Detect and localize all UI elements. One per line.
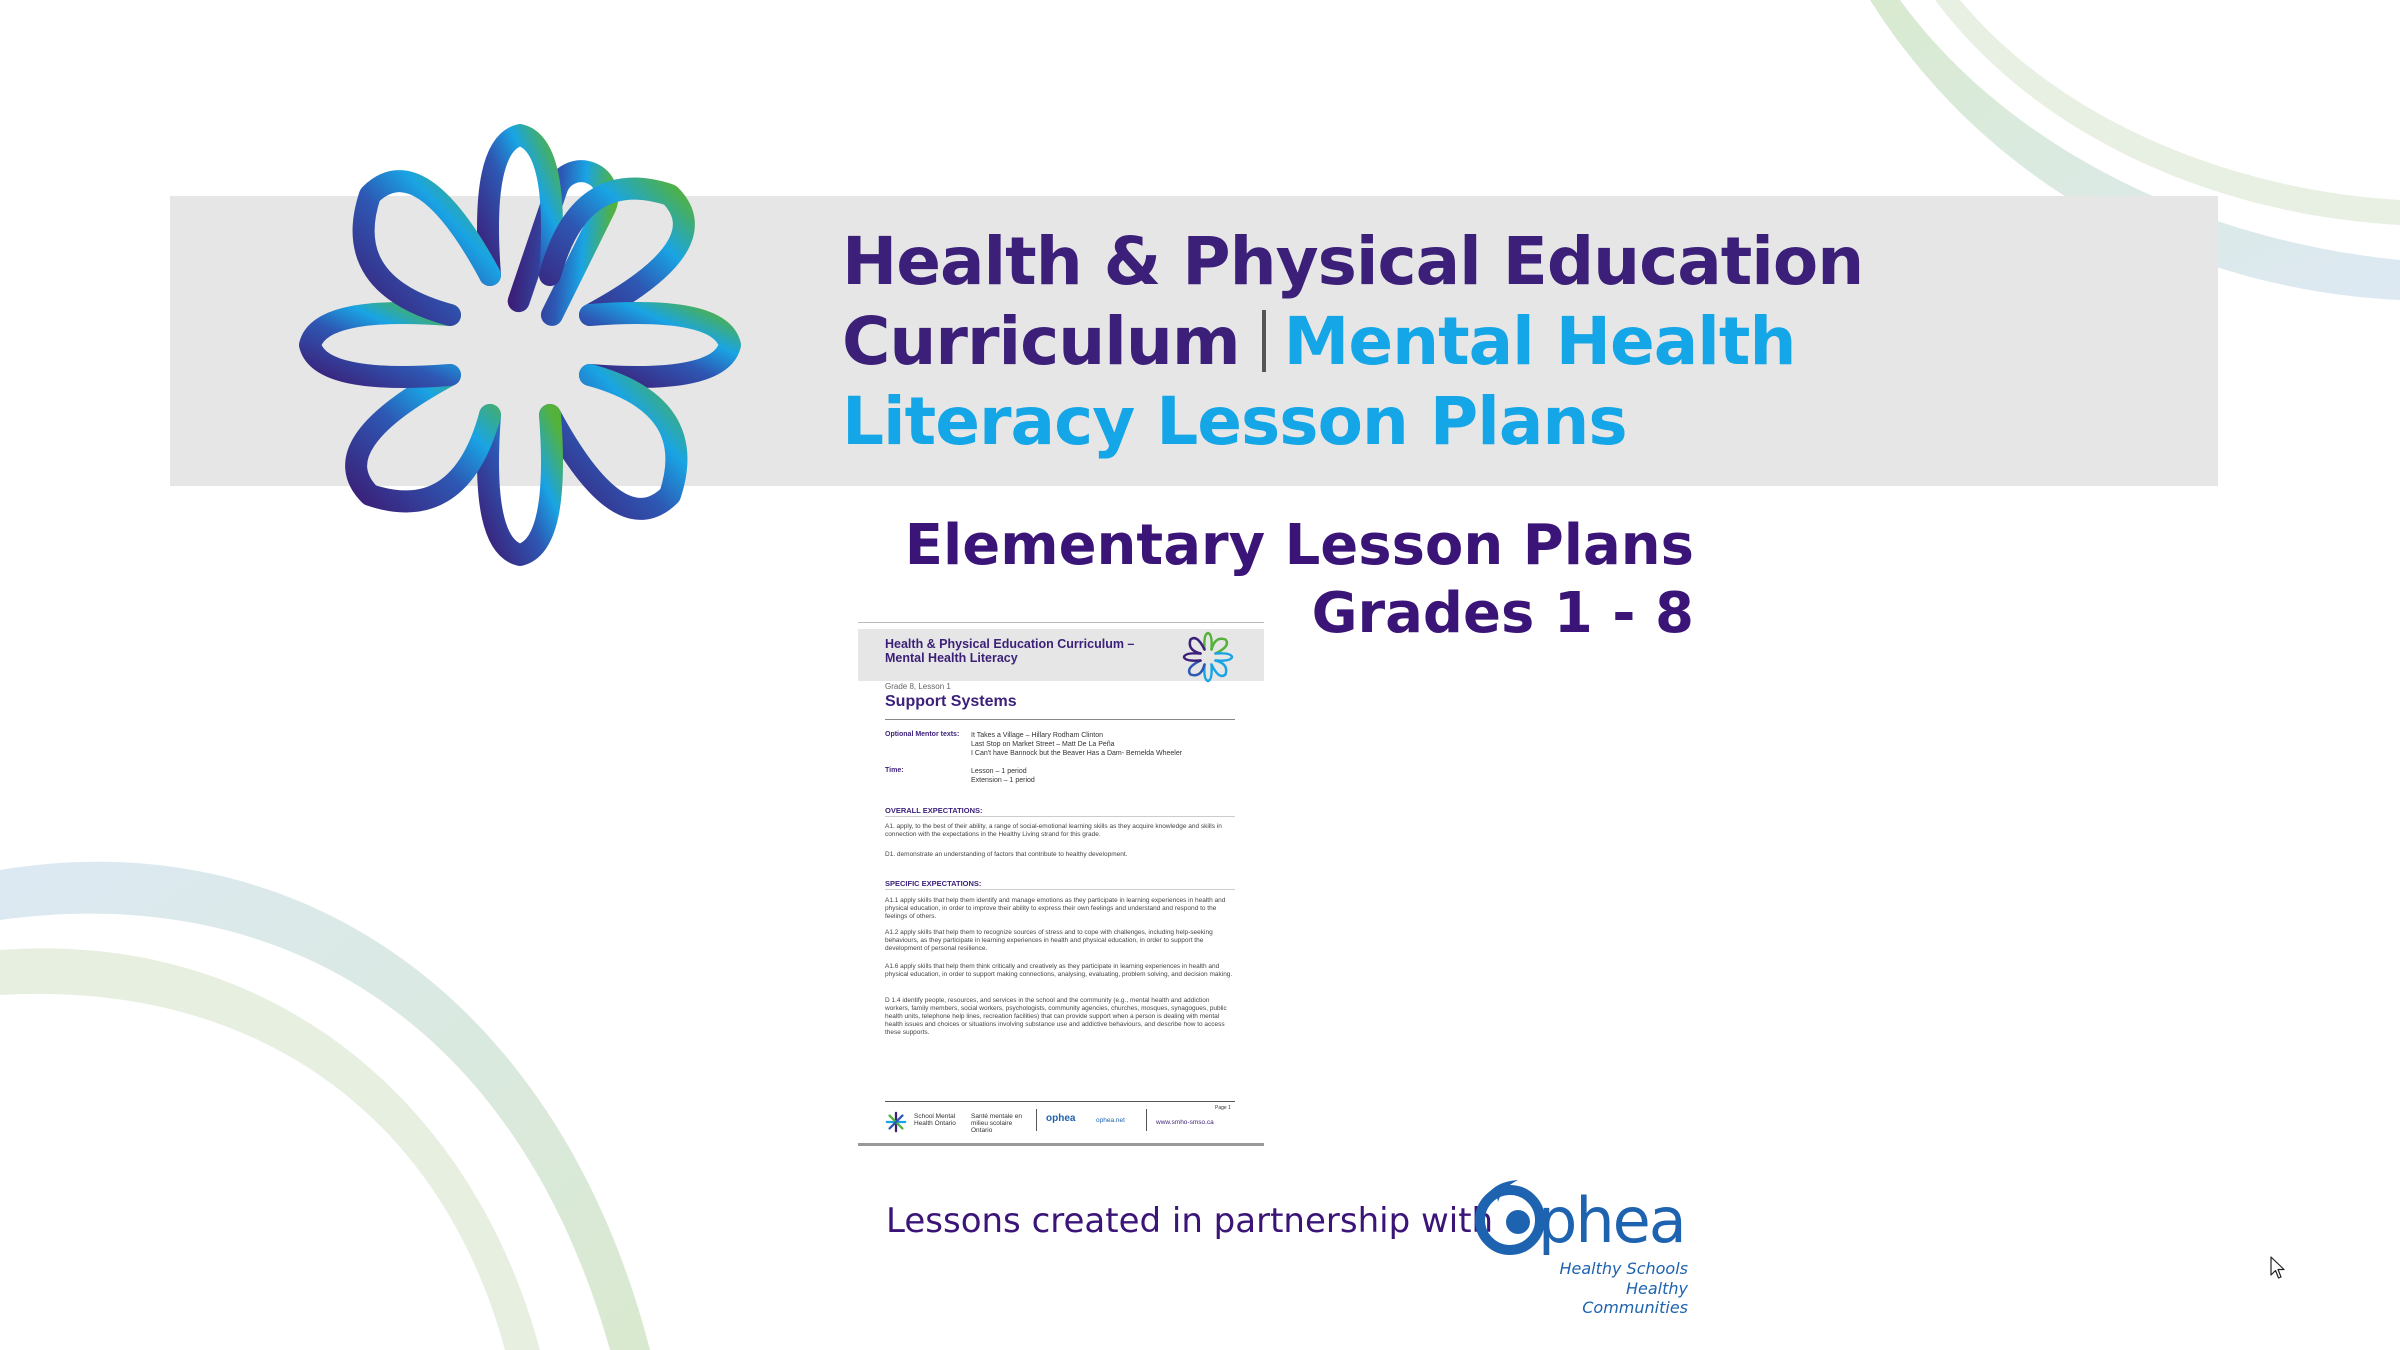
preview-topic: Support Systems	[885, 693, 1017, 710]
smho-flower-logo	[250, 90, 790, 600]
lesson-plan-preview	[858, 622, 1264, 1146]
preview-footer-ophea: ophea	[1046, 1113, 1076, 1124]
title-separator	[1262, 310, 1266, 372]
title-line-1: Health & Physical Education	[842, 223, 1864, 300]
preview-specific-item: A1.1 apply skills that help them identify and manage emotions as they participate in learning experiences in health and physical education, in order to improve their ability to express their own feelings and understand and respond to the feelings of others.	[885, 897, 1226, 920]
preview-header-line-2: Mental Health Literacy	[885, 651, 1018, 665]
mouse-cursor-icon	[2270, 1256, 2286, 1280]
ophea-tagline-2: Healthy Communities	[1582, 1279, 1688, 1317]
subtitle-line-1: Elementary Lesson Plans	[904, 513, 1694, 578]
subtitle-line-2: Grades 1 - 8	[1311, 581, 1694, 646]
preview-mentor-label: Optional Mentor texts:	[885, 731, 960, 738]
title-line-2a: Curriculum	[842, 303, 1240, 380]
ophea-tagline-1: Healthy Schools	[1559, 1259, 1688, 1278]
preview-footer-page: Page 1	[1215, 1105, 1231, 1111]
preview-footer-rule	[885, 1101, 1235, 1102]
preview-mentor-text-3: I Can't have Bannock but the Beaver Has a Dam- Bernelda Wheeler	[971, 750, 1183, 757]
preview-mentor-text-2: Last Stop on Market Street – Matt De La Peña	[971, 741, 1115, 748]
preview-footer-smho-url: www.smho-smso.ca	[1156, 1119, 1214, 1126]
preview-grade-lesson: Grade 8, Lesson 1	[885, 682, 951, 691]
preview-divider	[885, 719, 1235, 720]
preview-specific-item: A1.2 apply skills that help them to recognize sources of stress and to cope with challenges, including help-seeking behaviours, as they participate in learning experiences in health and physical education, in order to support the development of personal resilience.	[885, 929, 1213, 952]
banner-title	[842, 222, 1863, 462]
preview-divider	[885, 889, 1235, 890]
preview-footer-separator	[1036, 1109, 1037, 1131]
preview-footer-separator	[1146, 1109, 1147, 1131]
preview-specific-item: A1.6 apply skills that help them think critically and creatively as they participate in learning experiences in health and physical education, in order to support making connections, analysing, evaluating, problem solving, and decision making.	[885, 963, 1233, 978]
preview-header-line-1: Health & Physical Education Curriculum –	[885, 637, 1135, 651]
preview-overall-heading: OVERALL EXPECTATIONS:	[885, 806, 983, 815]
preview-time-value-2: Extension – 1 period	[971, 777, 1035, 784]
preview-overall-item: A1. apply, to the best of their ability, a range of social-emotional learning skills as they acquire knowledge and skills in connection with the expectations in the Healthy Living strand for this grade.	[885, 823, 1222, 838]
preview-footer-smho: School Mental Health Ontario	[914, 1113, 956, 1127]
partnership-text: Lessons created in partnership with	[886, 1201, 1494, 1241]
preview-time-value-1: Lesson – 1 period	[971, 768, 1027, 775]
ophea-wordmark: phea	[1538, 1184, 1685, 1257]
preview-specific-heading: SPECIFIC EXPECTATIONS:	[885, 879, 982, 888]
preview-mentor-text-1: It Takes a Village – Hillary Rodham Clinton	[971, 732, 1104, 739]
preview-footer-flower-icon	[885, 1111, 907, 1133]
preview-overall-item: D1. demonstrate an understanding of factors that contribute to healthy development.	[885, 851, 1128, 858]
title-line-3: Literacy Lesson Plans	[842, 383, 1627, 460]
preview-specific-item: D 1.4 identify people, resources, and services in the school and the community (e.g., mental health and addiction workers, family members, social workers, psychologists, community agencies, churches, mosques, synagogues, public health units, telephone help lines, recreation facilities) that can provide support when a person is dealing with mental health issues and choices or situations involving substance use and addictive behaviours, and describe how to access these supports.	[885, 997, 1227, 1036]
preview-footer-ophea-url: ophea.net	[1096, 1117, 1125, 1124]
preview-flower-icon	[1178, 627, 1238, 687]
preview-time-label: Time:	[885, 767, 904, 774]
preview-divider	[885, 816, 1235, 817]
title-line-2b: Mental Health	[1283, 303, 1796, 380]
preview-footer-smho-fr: Santé mentale en milieu scolaire Ontario	[971, 1113, 1022, 1134]
